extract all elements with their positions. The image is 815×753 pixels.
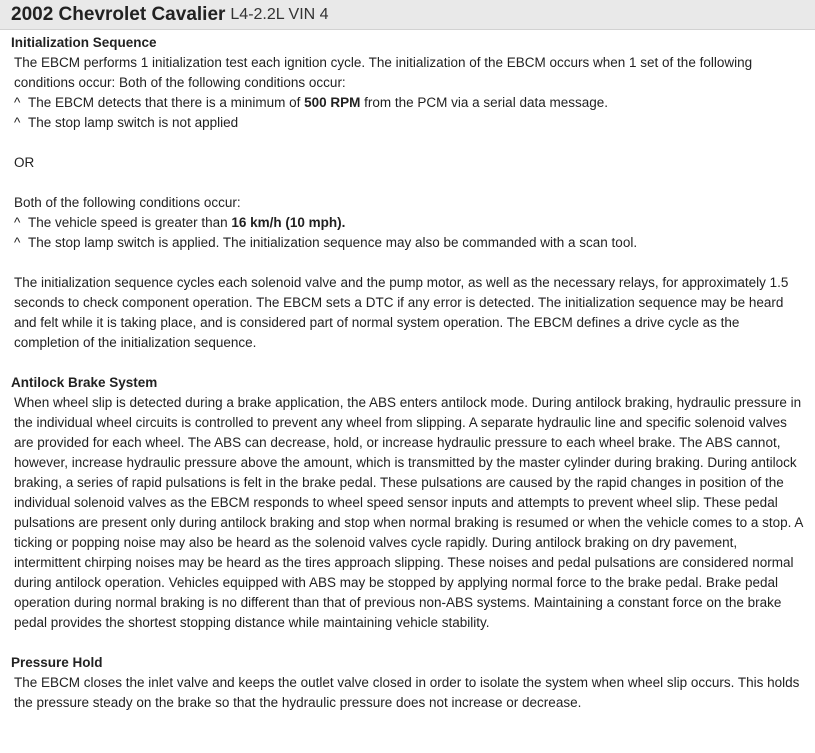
rpm-value: 500 RPM bbox=[304, 95, 361, 110]
heading-pressure-hold: Pressure Hold bbox=[11, 655, 103, 670]
init-bullet-rpm: ^ The EBCM detects that there is a minimum of 500 RPM from the PCM via a serial data message. bbox=[11, 93, 804, 113]
engine-subtitle: L4-2.2L VIN 4 bbox=[230, 5, 329, 23]
speed-value: 16 km/h (10 mph). bbox=[231, 215, 346, 230]
init-body-paragraph: The initialization sequence cycles each solenoid valve and the pump motor, as well as the necessary relays, for approximately 1.5 seconds to check component operation. The EBCM sets a DTC if any error is detected. The initialization sequence may be heard and felt while it is taking place, and is considered part of normal system operation. The EBCM defines a drive cycle as the completion of the initialization sequence. bbox=[14, 275, 789, 350]
init-intro-paragraph: The EBCM performs 1 initialization test each ignition cycle. The initialization of the EBCM occurs when 1 set of the following conditions occur: Both of the following conditions occur: bbox=[14, 55, 753, 90]
or-separator: OR bbox=[14, 155, 35, 170]
init-bullet-vehicle-speed: ^ The vehicle speed is greater than 16 km/h (10 mph). bbox=[11, 213, 804, 233]
caret-icon: ^ bbox=[14, 235, 21, 250]
heading-antilock-brake-system: Antilock Brake System bbox=[11, 375, 158, 390]
heading-initialization-sequence: Initialization Sequence bbox=[11, 35, 157, 50]
init-bullet-stop-lamp-not-applied: ^ The stop lamp switch is not applied bbox=[11, 113, 804, 133]
caret-icon: ^ bbox=[14, 95, 21, 110]
page-header bbox=[0, 0, 815, 30]
abs-body-paragraph: When wheel slip is detected during a brake application, the ABS enters antilock mode. During antilock braking, hydraulic pressure in the individual wheel circuits is controlled to prevent any wheel from slipping. A separate hydraulic line and specific solenoid valves are provided for each wheel. The ABS can decrease, hold, or increase hydraulic pressure to each wheel brake. The ABS cannot, however, increase hydraulic pressure above the amount, which is transmitted by the master cylinder during braking. During antilock braking, a series of rapid pulsations is felt in the brake pedal. These pulsations are caused by the rapid changes in position of the individual solenoid valves as the EBCM responds to wheel speed sensor inputs and attempts to prevent wheel slip. These pedal pulsations are present only during antilock braking and stop when normal braking is resumed or when the vehicle comes to a stop. A ticking or popping noise may also be heard as the solenoid valves cycle rapidly. During antilock braking on dry pavement, intermittent chirping noises may be heard as the tires approach slipping. These noises and pedal pulsations are considered normal during antilock operation. Vehicles equipped with ABS may be stopped by applying normal force to the brake pedal. Brake pedal operation during normal braking is no different than that of previous non-ABS systems. Maintaining a constant force on the brake pedal provides the shortest stopping distance while maintaining vehicle stability. bbox=[14, 395, 803, 630]
init-bullet-stop-lamp-applied: ^ The stop lamp switch is applied. The initialization sequence may also be commanded with a scan tool. bbox=[11, 233, 804, 253]
caret-icon: ^ bbox=[14, 215, 21, 230]
pressure-hold-paragraph: The EBCM closes the inlet valve and keeps the outlet valve closed in order to isolate the system when wheel slip occurs. This holds the pressure steady on the brake so that the hydraulic pressure does not increase or decrease. bbox=[14, 675, 800, 710]
document-body bbox=[0, 30, 815, 713]
both-conditions-label: Both of the following conditions occur: bbox=[14, 195, 241, 210]
caret-icon: ^ bbox=[14, 115, 21, 130]
page-title: 2002 Chevrolet Cavalier bbox=[11, 3, 226, 25]
